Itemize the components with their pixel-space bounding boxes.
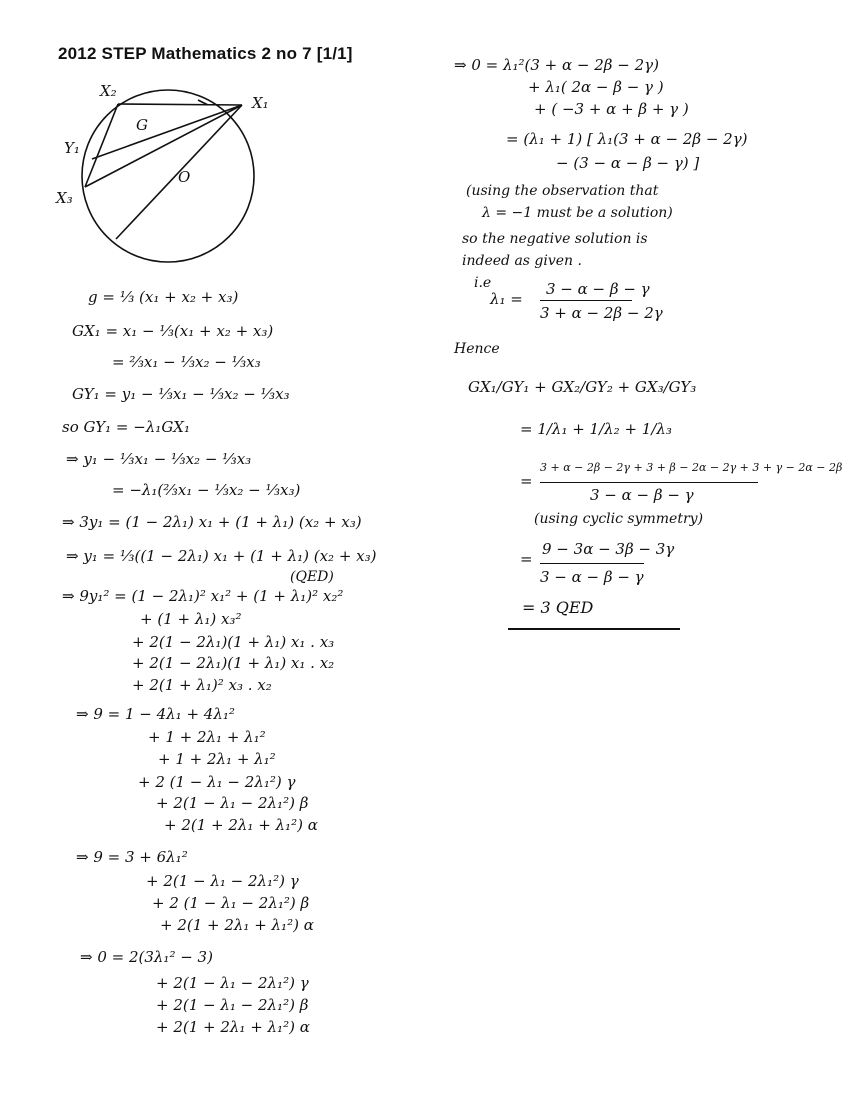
working-line: + 2(1 − 2λ₁)(1 + λ₁) x₁ . x₂: [132, 654, 335, 672]
working-line: indeed as given .: [462, 253, 582, 269]
working-line: Hence: [454, 341, 500, 357]
working-line: GX₁/GY₁ + GX₂/GY₂ + GX₃/GY₃: [468, 378, 697, 396]
working-line: = ⅔x₁ − ⅓x₂ − ⅓x₃: [112, 353, 261, 371]
circle-diagram: [50, 80, 280, 280]
working-line: ⇒ 0 = 2(3λ₁² − 3): [80, 948, 213, 966]
working-line: + 2(1 + 2λ₁ + λ₁²) α: [160, 916, 314, 934]
label-g: G: [136, 116, 148, 134]
end-rule: [508, 628, 680, 630]
working-line: 3 + α − 2β − 2γ + 3 + β − 2α − 2γ + 3 + γ − 2α − 2β: [540, 461, 842, 474]
label-x2: X₂: [100, 82, 117, 100]
label-y1: Y₁: [64, 139, 80, 157]
working-line: =: [520, 472, 533, 490]
working-line: + 2 (1 − λ₁ − 2λ₁²) γ: [138, 773, 296, 791]
working-line: + 2(1 + 2λ₁ + λ₁²) α: [156, 1018, 310, 1036]
working-line: + λ₁( 2α − β − γ ): [528, 78, 664, 96]
working-line: + 2(1 − λ₁ − 2λ₁²) β: [156, 794, 309, 812]
working-line: = 3 QED: [522, 598, 594, 617]
working-line: + 2(1 − λ₁ − 2λ₁²) γ: [146, 872, 299, 890]
working-line: 3 − α − β − γ: [540, 568, 644, 586]
working-line: so GY₁ = −λ₁GX₁: [62, 418, 190, 436]
circle: [82, 90, 254, 262]
working-line: GY₁ = y₁ − ⅓x₁ − ⅓x₂ − ⅓x₃: [72, 385, 290, 403]
label-x3: X₃: [56, 189, 73, 207]
working-line: g = ⅓ (x₁ + x₂ + x₃): [88, 288, 239, 306]
working-line: + 2(1 + λ₁)² x₃ . x₂: [132, 676, 272, 694]
working-line: − (3 − α − β − γ) ]: [556, 154, 700, 172]
working-line: + 2(1 − λ₁ − 2λ₁²) γ: [156, 974, 309, 992]
working-line: + 1 + 2λ₁ + λ₁²: [148, 728, 266, 746]
working-line: + ( −3 + α + β + γ ): [534, 100, 689, 118]
page-title: 2012 STEP Mathematics 2 no 7 [1/1]: [58, 44, 353, 63]
working-line: ⇒ 3y₁ = (1 − 2λ₁) x₁ + (1 + λ₁) (x₂ + x₃): [62, 513, 362, 531]
working-line: = (λ₁ + 1) [ λ₁(3 + α − 2β − 2γ): [506, 130, 748, 148]
working-line: + 2(1 − λ₁ − 2λ₁²) β: [156, 996, 309, 1014]
working-line: (QED): [290, 569, 334, 585]
fraction-bar: [540, 300, 632, 301]
working-line: so the negative solution is: [462, 231, 648, 247]
working-line: (using cyclic symmetry): [534, 511, 704, 527]
working-line: = 1/λ₁ + 1/λ₂ + 1/λ₃: [520, 420, 672, 438]
working-line: = −λ₁(⅔x₁ − ⅓x₂ − ⅓x₃): [112, 481, 301, 499]
working-line: + 2(1 + 2λ₁ + λ₁²) α: [164, 816, 318, 834]
working-line: ⇒ 9 = 3 + 6λ₁²: [76, 848, 188, 866]
fraction-bar: [540, 563, 644, 564]
fraction-bar: [540, 482, 758, 483]
working-line: GX₁ = x₁ − ⅓(x₁ + x₂ + x₃): [72, 322, 274, 340]
working-line: ⇒ y₁ − ⅓x₁ − ⅓x₂ − ⅓x₃: [66, 450, 252, 468]
working-line: + 2(1 − 2λ₁)(1 + λ₁) x₁ . x₃: [132, 633, 335, 651]
working-line: + 1 + 2λ₁ + λ₁²: [158, 750, 276, 768]
working-line: i.e: [474, 275, 492, 291]
chord-x1-x3: [85, 105, 242, 187]
label-x1: X₁: [252, 94, 269, 112]
working-line: λ = −1 must be a solution): [482, 205, 673, 221]
working-line: 3 + α − 2β − 2γ: [540, 304, 663, 322]
working-line: ⇒ 0 = λ₁²(3 + α − 2β − 2γ): [454, 56, 659, 74]
working-line: λ₁ =: [490, 290, 523, 308]
working-line: ⇒ 9 = 1 − 4λ₁ + 4λ₁²: [76, 705, 235, 723]
working-line: 3 − α − β − γ: [546, 280, 650, 298]
working-line: 3 − α − β − γ: [590, 486, 694, 504]
chord-x1-x2: [118, 104, 242, 105]
label-o: O: [178, 168, 191, 186]
working-line: ⇒ y₁ = ⅓((1 − 2λ₁) x₁ + (1 + λ₁) (x₂ + x₃): [66, 547, 377, 565]
working-line: (using the observation that: [466, 183, 659, 199]
chord-x2-x3: [85, 104, 118, 187]
working-line: + (1 + λ₁) x₃²: [140, 610, 242, 628]
working-line: =: [520, 550, 533, 568]
working-line: 9 − 3α − 3β − 3γ: [542, 540, 675, 558]
working-line: ⇒ 9y₁² = (1 − 2λ₁)² x₁² + (1 + λ₁)² x₂²: [62, 587, 344, 605]
working-line: + 2 (1 − λ₁ − 2λ₁²) β: [152, 894, 310, 912]
